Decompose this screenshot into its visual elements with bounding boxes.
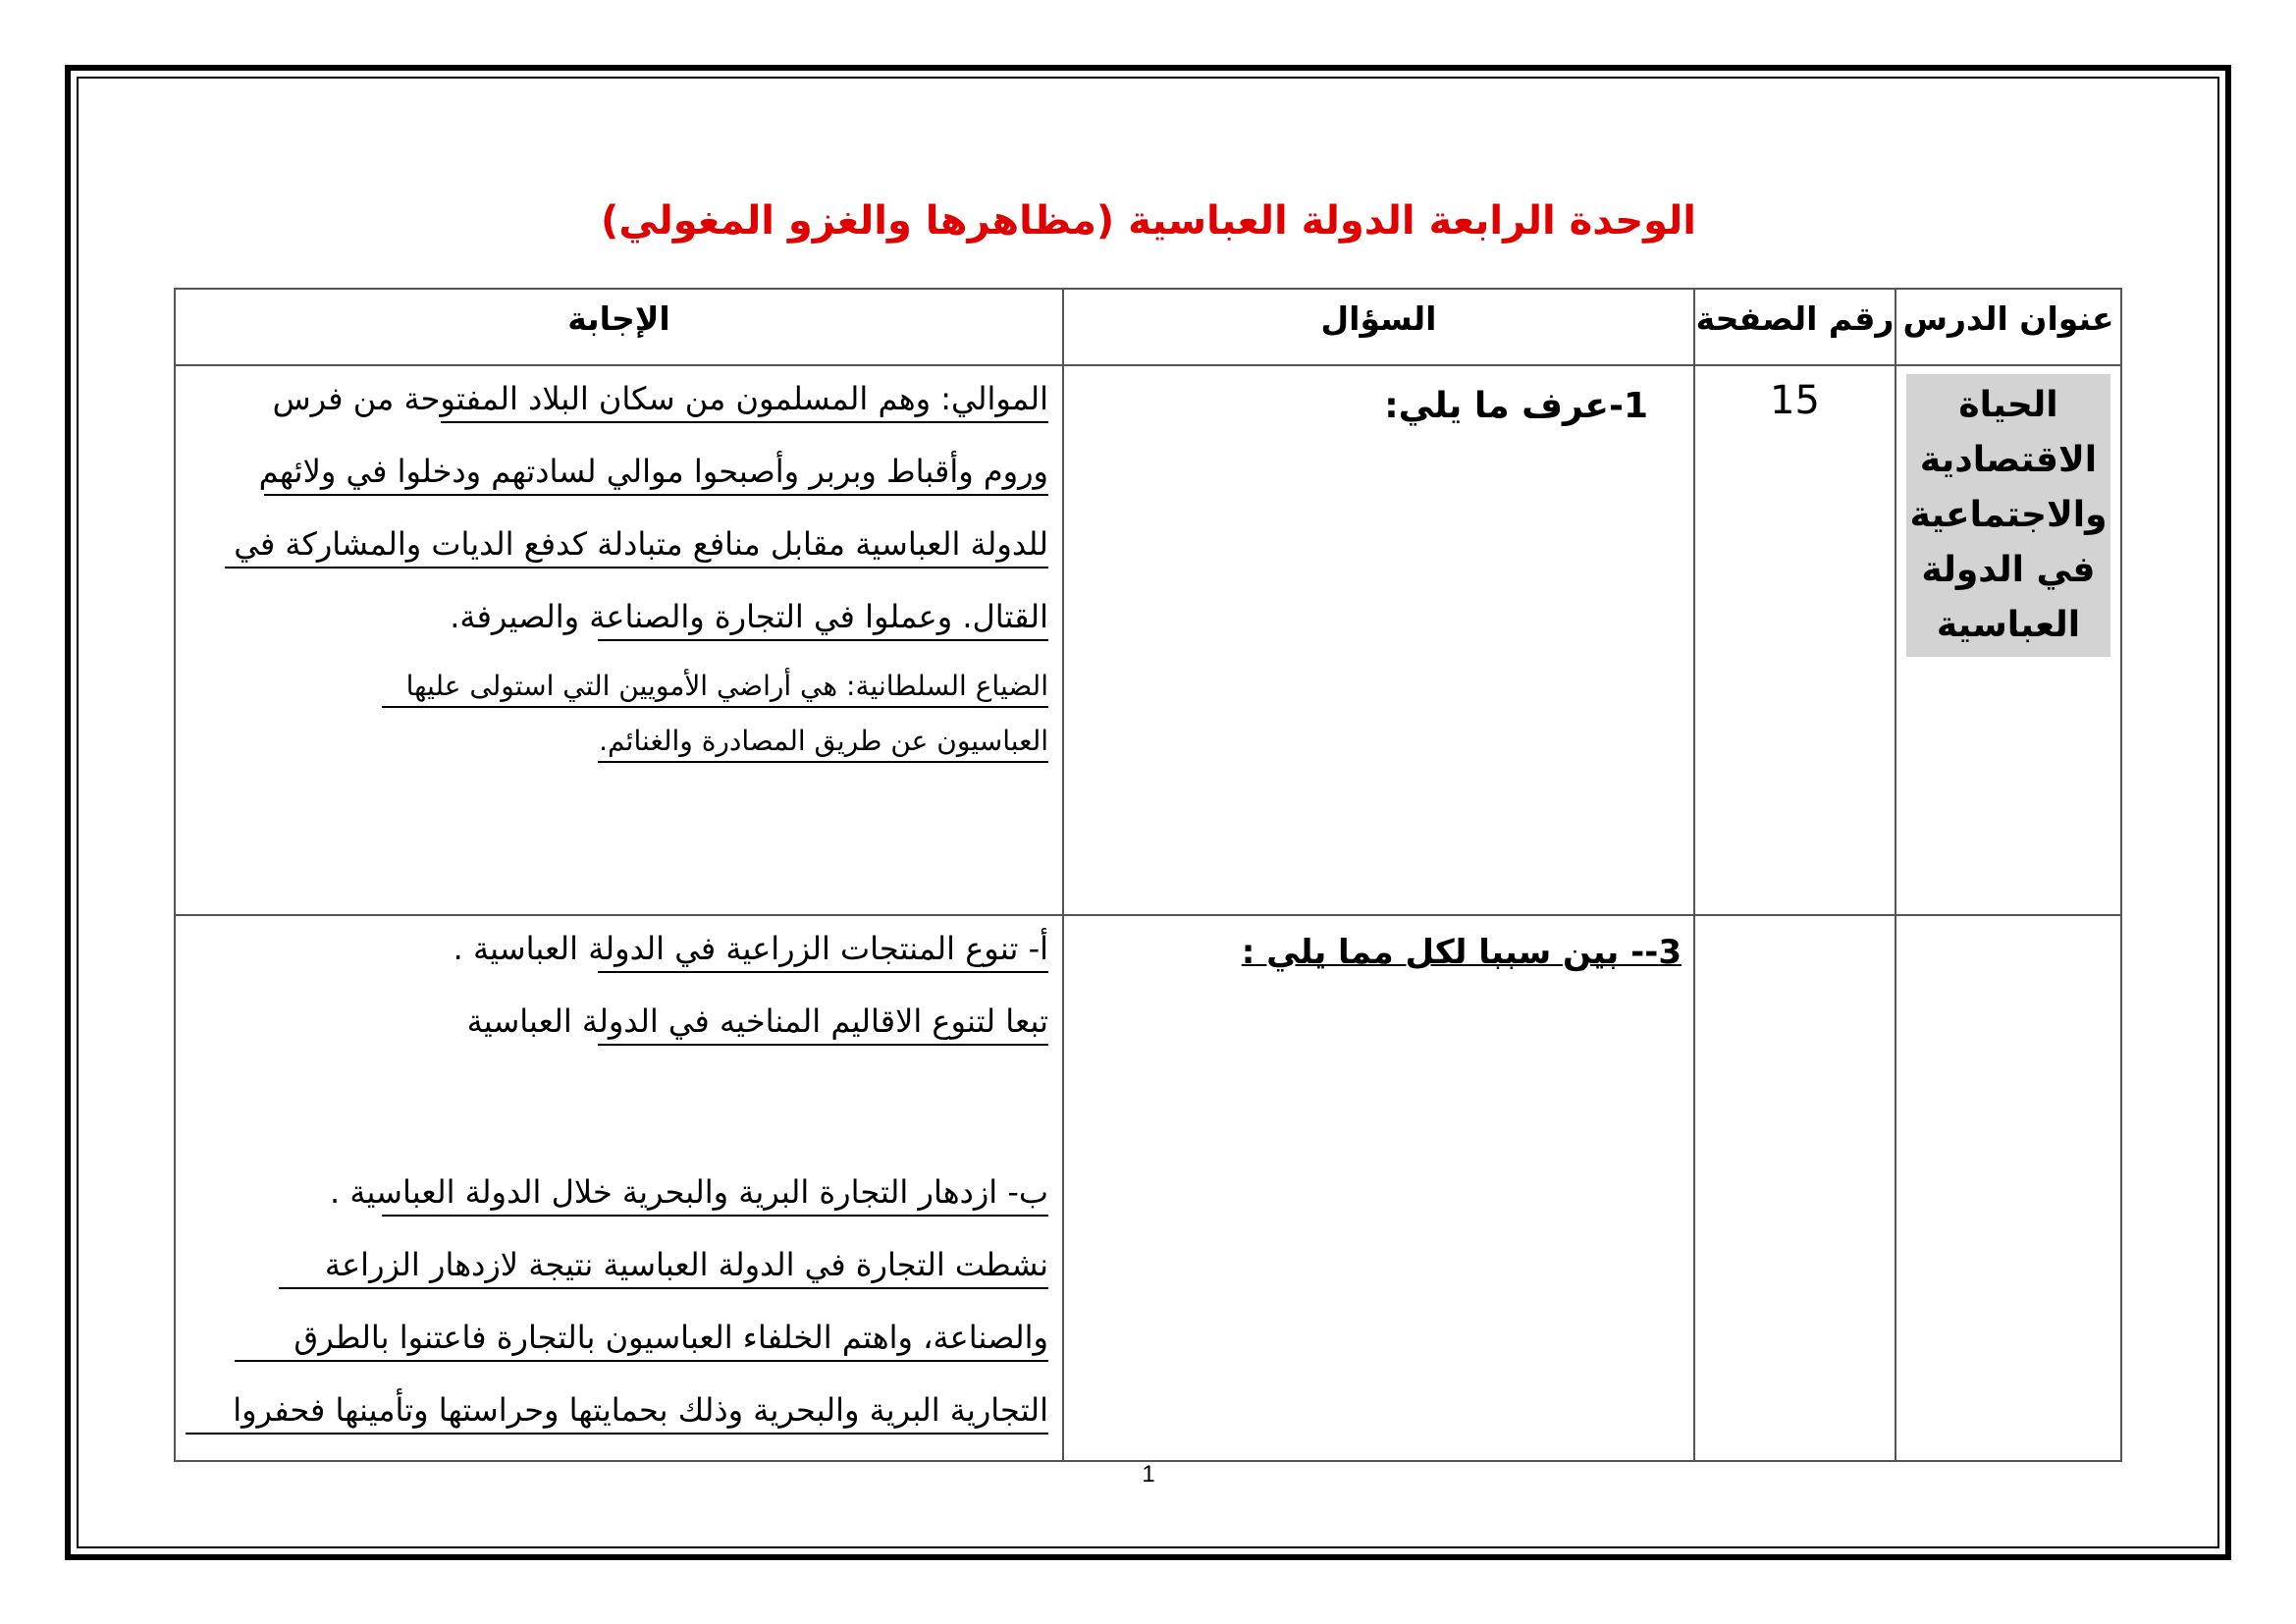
header-page: رقم الصفحة [1694,289,1896,365]
answer-cell [175,365,1063,915]
lesson-title [1906,374,2110,657]
page-cell [1694,365,1896,915]
lesson-cell [1896,915,2121,1461]
header-lesson: عنوان الدرس [1896,289,2121,365]
answer-line: نشطت التجارة في الدولة العباسية نتيجة لازدهار الزراعة [279,1242,1048,1289]
answer-line: التجارية البرية والبحرية وذلك بحمايتها وحراستها وتأمينها فحفروا [186,1387,1048,1435]
unit-title: الوحدة الرابعة الدولة العباسية (مظاهرها والغزو المغولي) [601,198,1696,244]
answer-line: للدولة العباسية مقابل منافع متبادلة كدفع الديات والمشاركة في [225,521,1048,568]
answer-block [176,366,1062,763]
lesson-cell [1896,365,2121,915]
lesson-title-line: الاقتصادية [1919,440,2098,480]
page-number-value: 15 [1770,378,1820,423]
answer-line: والصناعة، واهتم الخلفاء العباسيون بالتجارة فاعتنوا بالطرق [235,1315,1048,1362]
answer-cell [175,915,1063,1461]
lesson-title-line: الحياة [1958,385,2058,425]
answer-line: الموالي: وهم المسلمون من سكان البلاد المفتوحة من فرس [441,376,1048,423]
header-question: السؤال [1063,289,1694,365]
table-header-row [175,289,2121,365]
answer-line: الضياع السلطانية: هي أراضي الأمويين التي استولى عليها [382,667,1048,708]
answer-line: العباسيون عن طريق المصادرة والغنائم. [598,722,1048,763]
table-row [175,365,2121,915]
answer-line: أ- تنوع المنتجات الزراعية في الدولة العباسية . [598,926,1048,973]
answer-line: القتال. وعملوا في التجارة والصناعة والصيرفة. [598,594,1048,641]
page-number: 1 [1142,1461,1155,1488]
question-cell [1063,365,1694,915]
answer-gap [186,1071,1048,1169]
lesson-table [174,288,2122,1462]
answer-line: ب- ازدهار التجارة البرية والبحرية خلال الدولة العباسية . [382,1169,1048,1217]
page-cell [1694,915,1896,1461]
question-text: 1-عرف ما يلي: [1384,386,1648,426]
lesson-title-line: والاجتماعية [1909,495,2108,535]
header-answer: الإجابة [175,289,1063,365]
answer-line: وروم وأقباط وبربر وأصبحوا موالي لسادتهم ودخلوا في ولائهم [264,449,1048,496]
question-text: 3-- بين سببا لكل مما يلي : [1241,933,1682,972]
table-row [175,915,2121,1461]
answer-line: تبعا لتنوع الاقاليم المناخيه في الدولة العباسية [598,999,1048,1046]
question-cell [1063,915,1694,1461]
answer-block [176,916,1062,1435]
lesson-title-line: العباسية [1936,605,2081,645]
lesson-title-line: في الدولة [1921,550,2096,590]
